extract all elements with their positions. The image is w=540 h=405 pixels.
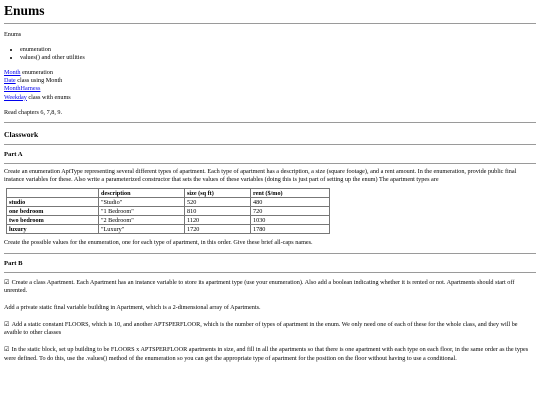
- date-link[interactable]: Date: [4, 77, 16, 85]
- divider: [4, 272, 536, 273]
- intro-heading: Enums: [4, 30, 22, 38]
- example-line: [4, 69, 536, 77]
- table-cell: 1720: [185, 225, 251, 234]
- part-b-item: [4, 346, 536, 362]
- example-desc: class with enums: [26, 93, 71, 101]
- table-cell: "Luxury": [99, 225, 185, 234]
- checkbox-icon: ☑: [4, 321, 10, 329]
- month-link[interactable]: Month: [4, 69, 21, 77]
- table-cell: 1120: [185, 216, 251, 225]
- table-header-row: [7, 189, 330, 198]
- part-a-note: Create the possible values for the enumeration, one for each type of apartment, in this order. Give these brief all-caps names.: [4, 239, 313, 247]
- table-row: [7, 198, 330, 207]
- table-cell: 1780: [251, 225, 330, 234]
- table-cell: "2 Bedroom": [99, 216, 185, 225]
- apartment-types-table: [6, 188, 330, 234]
- table-cell: "Studio": [99, 198, 185, 207]
- divider: [4, 144, 536, 145]
- example-line: [4, 77, 536, 85]
- topic-list: [4, 46, 536, 62]
- example-line: [4, 94, 536, 102]
- part-b-item-text: Add a private static final variable building in Apartment, which is a 2-dimensional array of Apartments.: [4, 303, 261, 311]
- part-b-item-text: In the static block, set up building to be FLOORS x APTSPERFLOOR apartments in size, and fill in all the apartments so that there is one apartment with each type on each floor, in the same order as the types were defined. To do this, use the .values() method of the enumeration so you can get the appropriate type of apartment for the position on the floor without having to use a conditional.: [4, 346, 529, 362]
- part-a-heading: Part A: [4, 151, 23, 159]
- monthharness-link[interactable]: MonthHarness: [4, 85, 41, 93]
- part-b-heading: Part B: [4, 259, 23, 267]
- table-cell: 1030: [251, 216, 330, 225]
- table-row: [7, 216, 330, 225]
- table-header: [7, 189, 99, 198]
- table-cell: "1 Bedroom": [99, 207, 185, 216]
- table-cell: 480: [251, 198, 330, 207]
- part-b-item-text: Add a static constant FLOORS, which is 10, and another APTSPERFLOOR, which is the number of types of apartment in the enum. We only need one of each of these for the whole class, and they will be avaible to other classes: [4, 321, 518, 337]
- divider: [4, 163, 536, 164]
- page-title: Enums: [4, 3, 45, 18]
- example-links: [4, 69, 536, 102]
- table-cell: two bedroom: [7, 216, 99, 225]
- weekday-link[interactable]: Weekday: [4, 93, 27, 101]
- table-row: [7, 225, 330, 234]
- part-b-item-text: Create a class Apartment. Each Apartment has an instance variable to store its apartment type (use your enumeration). Also add a boolean indicating whether it is rented or not. Apartments should start off unrented.: [4, 278, 515, 294]
- table-cell: one bedroom: [7, 207, 99, 216]
- part-b-item: [4, 321, 536, 337]
- part-a-description: Create an enumeration AptType representing several different types of apartment. Each type of apartment has a description, a size (square footage), and a rent amount. In the enumeration, provide public final instance variables for these. Also write a parameterized constructor that sets the values of these variables (doing this is just part of setting up the enum) The apartment types are: [4, 168, 517, 184]
- example-desc: enumeration: [20, 69, 53, 77]
- topic-item: • values() and other utilities: [20, 54, 536, 62]
- divider: [4, 23, 536, 24]
- table-cell: luxury: [7, 225, 99, 234]
- table-cell: 810: [185, 207, 251, 216]
- checkbox-icon: ☑: [4, 346, 10, 354]
- part-b-item: [4, 304, 536, 312]
- example-line: [4, 85, 536, 93]
- table-header: size (sq ft): [185, 189, 251, 198]
- part-b-item: [4, 279, 536, 295]
- table-cell: 720: [251, 207, 330, 216]
- divider: [4, 122, 536, 123]
- table-header: rent ($/mo): [251, 189, 330, 198]
- checkbox-icon: ☑: [4, 278, 10, 286]
- example-desc: class using Month: [15, 77, 63, 85]
- table-cell: studio: [7, 198, 99, 207]
- table-header: description: [99, 189, 185, 198]
- table-cell: 520: [185, 198, 251, 207]
- classwork-heading: Classwork: [4, 130, 39, 140]
- reading-assignment: Read chapters 6, 7,8, 9.: [4, 108, 63, 116]
- topic-item: • enumeration: [20, 46, 536, 54]
- divider: [4, 253, 536, 254]
- table-row: [7, 207, 330, 216]
